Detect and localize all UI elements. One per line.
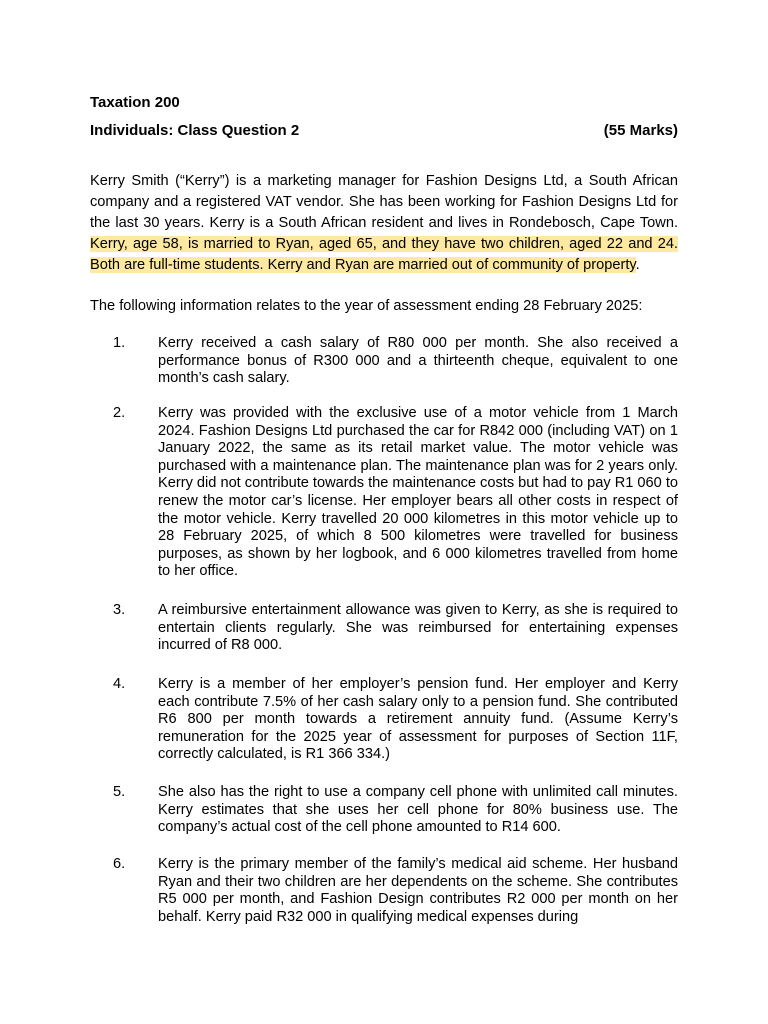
item-number: 3.: [113, 602, 126, 618]
item-number: 5.: [113, 784, 126, 800]
item-number: 1.: [113, 335, 126, 351]
item-text: Kerry received a cash salary of R80 000 per month. She also received a performance bonus of R300 000 and a thirteenth cheque, equivalent to one month’s cash salary.: [158, 335, 678, 387]
item-text: She also has the right to use a company cell phone with unlimited call minutes. Kerry estimates that she uses her cell phone for 80% business use. The company’s actual cost of the cell phone amounted to R14 600.: [158, 784, 678, 836]
list-item-1: [90, 335, 678, 388]
document-title: Taxation 200: [90, 94, 180, 111]
item-number: 2.: [113, 405, 126, 421]
question-heading-row: [90, 122, 678, 139]
item-text: Kerry was provided with the exclusive use of a motor vehicle from 1 March 2024. Fashion Designs Ltd purchased the car for R842 000 (including VAT) on 1 January 2022, the same as its retail market value. The motor vehicle was purchased with a maintenance plan. The maintenance plan was for 2 years only. Kerry did not contribute towards the maintenance costs but had to pay R1 060 to renew the motor car’s license. Her employer bears all other costs in respect of the motor vehicle. Kerry travelled 20 000 kilometres in this motor vehicle up to 28 February 2025, of which 8 500 kilometres were travelled for business purposes, as shown by her logbook, and 6 000 kilometres travelled from home to her office.: [158, 405, 679, 580]
intro-text: Kerry Smith (“Kerry”) is a marketing manager for Fashion Designs Ltd, a South African company and a registered VAT vendor. She has been working for Fashion Designs Ltd for the last 30 years. Kerry is a South African resident and lives in Rondebosch, Cape Town.: [90, 173, 678, 231]
item-number: 4.: [113, 676, 126, 692]
list-item-6: [90, 856, 678, 926]
highlighted-text-body: Kerry, age 58, is married to Ryan, aged 65, and they have two children, aged 22 and 24. Both are full-time students. Kerry and Ryan are married out of community of property: [90, 236, 678, 273]
list-item-3: [90, 602, 678, 655]
item-number: 6.: [113, 856, 126, 872]
item-text: Kerry is a member of her employer’s pension fund. Her employer and Kerry each contribute 7.5% of her cash salary only to a pension fund. She contributed R6 800 per month towards a retirement annuity fund. (Assume Kerry’s remuneration for the 2025 year of assessment for purposes of Section 11F, correctly calculated, is R1 366 334.): [158, 676, 678, 763]
item-text: A reimbursive entertainment allowance was given to Kerry, as she is required to entertain clients regularly. She was reimbursed for entertaining expenses incurred of R8 000.: [158, 602, 678, 654]
intro-end: .: [635, 257, 640, 273]
list-item-4: [90, 676, 678, 764]
intro-paragraph: [90, 171, 678, 276]
marks-label: (55 Marks): [603, 122, 678, 139]
list-item-2: [90, 405, 678, 581]
highlighted-text: [90, 236, 678, 273]
list-item-5: [90, 784, 678, 837]
question-subtitle: Individuals: Class Question 2: [90, 122, 300, 139]
lead-in-sentence: The following information relates to the year of assessment ending 28 February 2025:: [90, 298, 643, 314]
item-text: Kerry is the primary member of the family’s medical aid scheme. Her husband Ryan and their two children are her dependents on the scheme. She contributes R5 000 per month, and Fashion Design contributes R2 000 per month on her behalf. Kerry paid R32 000 in qualifying medical expenses during: [158, 856, 678, 925]
